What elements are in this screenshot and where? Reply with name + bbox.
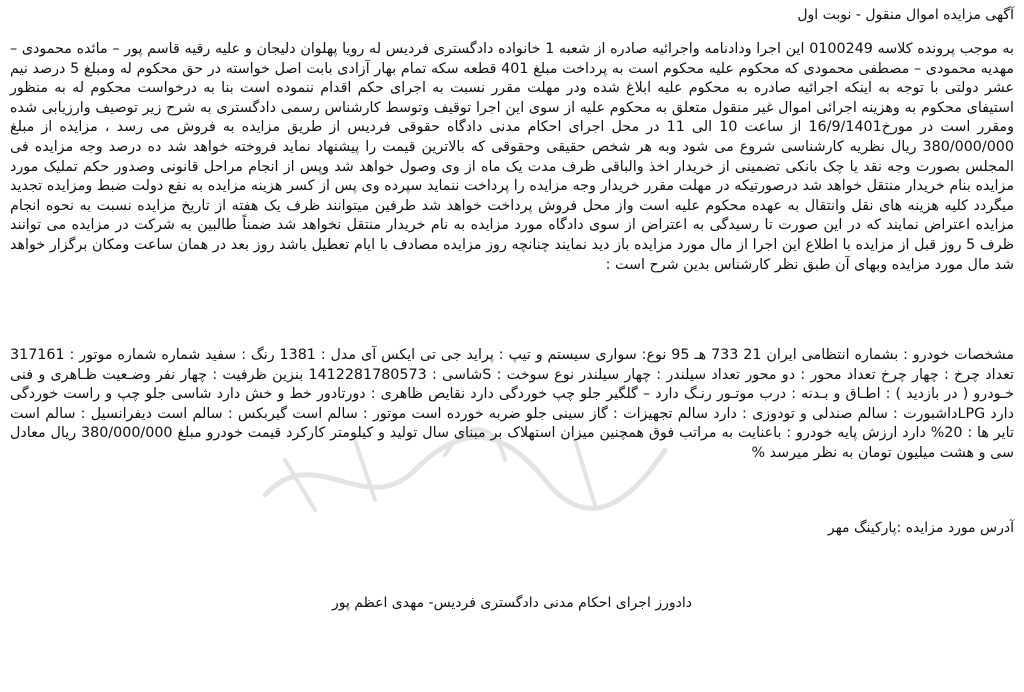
notice-main-paragraph: به موجب پرونده کلاسه 0100249 این اجرا ودادنامه واجرائیه صادره از شعبه 1 خانواده دادگستری فردیس له رویا پهلوان دلیجان و علیه رقیه قاسم پور – مائده محمودی – مهدیه محمودی – مصطفی محمودی که محکوم علیه محکوم است به پرداخت مبلغ 401 قطعه سکه تمام بهار آزادی بابت اصل خواسته در حق محکوم له ومبلغ 5 درصد نیم عشر دولتی با توجه به اینکه اجرائیه صادره به محکوم علیه ابلاغ شده ودر مهلت مقرر نسبت به اجرای حکم اقدام ننموده است بنا به درخواست محکوم له به منظور استیفای محکوم به وهزینه اجرائی اموال غیر منقول متعلق به محکوم علیه از سوی این اجرا توقیف وتوسط کارشناس رسمی دادگستری به شرح زیر توصیف وارزیابی شده ومقرر است در مورخ16/9/1401 از ساعت 10 الی 11 در محل اجرای احکام مدنی دادگاه حقوقی فردیس از طریق مزایده به فروش می رسد ، مزایده از مبلغ 380/000/000 ریال نظریه کارشناسی شروع می شود وبه هر شخص حقیقی وحقوقی که بالاترین قیمت را پیشنهاد نماید فروخته خواهد شد ده درصد وجه مزایده فی المجلس بصورت وجه نقد یا چک بانکی تضمینی از خریدار اخذ والباقی ظرف مدت یک ماه از وی وصول خواهد شد وپس از انجام مراحل قانونی وصدور حکم تملیک مورد مزایده بنام خریدار منتقل خواهد شد درصورتیکه در مهلت مقرر خریدار وجه مزایده را پرداخت ننماید سپرده وی پس از کسر هزینه مزایده به نفع دولت ضبط ومزایده تجدید میگردد کلیه هزینه های نقل وانتقال به عهده محکوم علیه است واز محل فروش پرداخت خواهد شد طرفین میتوانند ظرف یک هفته از تاریخ مزایده نسبت به نحوه انجام مزایده اعتراض نمایند که در این صورت تا رسیدگی به اعتراض از سوی دادگاه مورد مزایده به نام خریدار منتقل نخواهد شد ضمناً طالبین به شرکت در مزایده می توانند ظرف 5 روز قبل از مزایده با اطلاع این اجرا از مال مورد مزایده باز دید نمایند چنانچه روز مزایده مصادف با ایام تعطیل باشد روز بعد در همان ساعت ومکان برگزار خواهد شد مال مورد مزایده وبهای آن طبق نظر کارشناس بدین شرح است : [10, 41, 1014, 273]
vehicle-specs-paragraph: مشخصات خودرو : بشماره انتظامی ایران 21 733 هـ 95 نوع: سواری سیستم و تیپ : پراید جی تی ایکس آی مدل : 1381 رنگ : سفید شماره شماره موتور : 317161 تعداد چرخ : چهار چرخ تعداد محور : دو محور تعداد سیلندر : چهار سیلندر نوع سوخت : Sشاسی : 1412281780573 بنزین ظرفیت : چهار نفر وضـعیت ظـاهری و فنی خـودرو ( در بازدید ) : اطـاق و بـدنه : درب موتـور رنـگ دارد – گلگیر جلو چپ خوردگی دارد نقایص ظاهری : دورتادور خط و خش دارد شاسی جلو چپ و راست خوردگی دارد LPGداشبورت : سالم صندلی و تودوزی : دارد سالم تجهیزات : گاز سینی جلو ضربه خورده است موتور : سالم است گیربکس : سالم است دیفرانسیل : سالم است تایر ها : 20% دارد ارزش پایه خودرو : باعنایت به مراتب فوق همچنین میزان استهلاک بر مبنای سال تولید و کیلومتر کارکرد قیمت خودرو مبلغ 380/000/000 ریال معادل سی و هشت میلیون تومان به نظر میرسد % [10, 347, 1014, 461]
notice-title: آگهی مزایده اموال منقول - نوبت اول [797, 7, 1014, 23]
signature-line: دادورز اجرای احکام مدنی دادگستری فردیس- مهدی اعظم پور [331, 595, 693, 611]
auction-address: آدرس مورد مزایده :پارکینگ مهر [827, 520, 1014, 536]
